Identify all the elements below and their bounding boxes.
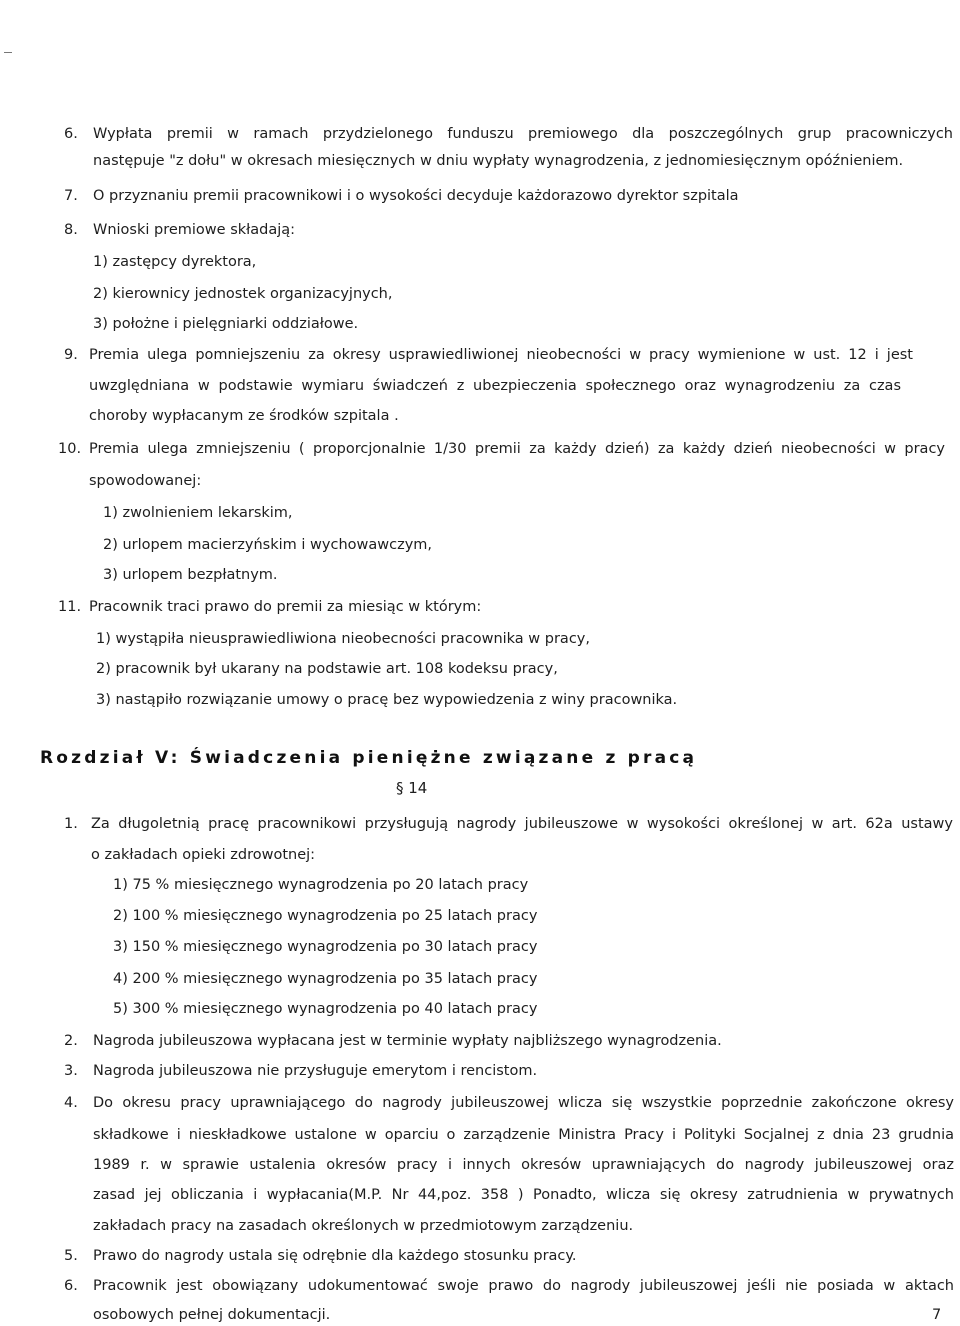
paragraph-line: Prawo do nagrody ustala się odrębnie dla każdego stosunku pracy. bbox=[93, 1248, 577, 1264]
item-number: 11. bbox=[58, 599, 82, 615]
item-number: 5. bbox=[64, 1248, 78, 1264]
paragraph-line: 1989 r. w sprawie ustalenia okresów pracy i innych okresów uprawniających do nagrody jubileuszowej oraz bbox=[93, 1157, 954, 1173]
paragraph-line: osobowych pełnej dokumentacji. bbox=[93, 1307, 331, 1323]
list-item: 3) urlopem bezpłatnym. bbox=[103, 567, 278, 583]
paragraph-line: choroby wypłacanym ze środków szpitala . bbox=[89, 408, 399, 424]
paragraph-line: spowodowanej: bbox=[89, 473, 202, 489]
paragraph-line: Premia ulega zmniejszeniu ( proporcjonalnie 1/30 premii za każdy dzień) za każdy dzień nieobecności w pracy bbox=[89, 441, 945, 457]
list-item: 2) 100 % miesięcznego wynagrodzenia po 25 latach pracy bbox=[113, 908, 538, 924]
list-item: 5) 300 % miesięcznego wynagrodzenia po 40 latach pracy bbox=[113, 1001, 538, 1017]
paragraph-line: Nagroda jubileuszowa nie przysługuje emerytom i rencistom. bbox=[93, 1063, 538, 1079]
list-item: 1) wystąpiła nieusprawiedliwiona nieobecności pracownika w pracy, bbox=[96, 631, 590, 647]
paragraph-line: uwzględniana w podstawie wymiaru świadczeń z ubezpieczenia społecznego oraz wynagrodzeniu za czas bbox=[89, 378, 901, 394]
item-number: 1. bbox=[64, 816, 78, 832]
paragraph-line: składkowe i nieskładkowe ustalone w oparciu o zarządzenie Ministra Pracy i Polityki Socjalnej z dnia 23 grudnia bbox=[93, 1127, 954, 1143]
paragraph-line: zakładach pracy na zasadach określonych w przedmiotowym zarządzeniu. bbox=[93, 1218, 634, 1234]
list-item: 3) położne i pielęgniarki oddziałowe. bbox=[93, 316, 359, 332]
item-number: 6. bbox=[64, 126, 78, 142]
paragraph-line: Nagroda jubileuszowa wypłacana jest w terminie wypłaty najbliższego wynagrodzenia. bbox=[93, 1033, 722, 1049]
list-item: 3) 150 % miesięcznego wynagrodzenia po 30 latach pracy bbox=[113, 939, 538, 955]
item-number: 6. bbox=[64, 1278, 78, 1294]
page-number: 7 bbox=[932, 1307, 942, 1323]
paragraph-line: o zakładach opieki zdrowotnej: bbox=[91, 847, 316, 863]
paragraph-line: Pracownik jest obowiązany udokumentować swoje prawo do nagrody jubileuszowej jeśli nie posiada w aktach bbox=[93, 1278, 954, 1294]
chapter-heading: Rozdział V: Świadczenia pieniężne związane z pracą bbox=[40, 748, 698, 768]
paragraph-line: Premia ulega pomniejszeniu za okresy usprawiedliwionej nieobecności w pracy wymienione w ust. 12 i jest bbox=[89, 347, 913, 363]
item-number: 10. bbox=[58, 441, 82, 457]
list-item: 4) 200 % miesięcznego wynagrodzenia po 35 latach pracy bbox=[113, 971, 538, 987]
paragraph-line: Za długoletnią pracę pracownikowi przysługują nagrody jubileuszowe w wysokości określonej w art. 62a ustawy bbox=[91, 816, 953, 832]
scan-mark bbox=[4, 52, 12, 53]
paragraph-line: zasad jej obliczania i wypłacania(M.P. Nr 44,poz. 358 ) Ponadto, wlicza się okresy zatrudnienia w prywatnych bbox=[93, 1187, 954, 1203]
item-number: 9. bbox=[64, 347, 78, 363]
paragraph-line: Wypłata premii w ramach przydzielonego funduszu premiowego dla poszczególnych grup pracowniczych bbox=[93, 126, 953, 142]
section-number: § 14 bbox=[396, 779, 428, 797]
paragraph-line: Wnioski premiowe składają: bbox=[93, 222, 296, 238]
item-number: 7. bbox=[64, 188, 78, 204]
list-item: 2) kierownicy jednostek organizacyjnych, bbox=[93, 286, 393, 302]
list-item: 1) 75 % miesięcznego wynagrodzenia po 20 latach pracy bbox=[113, 877, 529, 893]
item-number: 4. bbox=[64, 1095, 78, 1111]
list-item: 2) pracownik był ukarany na podstawie art. 108 kodeksu pracy, bbox=[96, 661, 558, 677]
list-item: 1) zastępcy dyrektora, bbox=[93, 254, 257, 270]
item-number: 3. bbox=[64, 1063, 78, 1079]
list-item: 1) zwolnieniem lekarskim, bbox=[103, 505, 293, 521]
paragraph-line: następuje "z dołu" w okresach miesięcznych w dniu wypłaty wynagrodzenia, z jednomiesięcznym opóźnieniem. bbox=[93, 153, 904, 169]
paragraph-line: Pracownik traci prawo do premii za miesiąc w którym: bbox=[89, 599, 482, 615]
list-item: 3) nastąpiło rozwiązanie umowy o pracę bez wypowiedzenia z winy pracownika. bbox=[96, 692, 678, 708]
paragraph-line: O przyznaniu premii pracownikowi i o wysokości decyduje każdorazowo dyrektor szpitala bbox=[93, 188, 739, 204]
paragraph-line: Do okresu pracy uprawniającego do nagrody jubileuszowej wlicza się wszystkie poprzednie zakończone okresy bbox=[93, 1095, 954, 1111]
list-item: 2) urlopem macierzyńskim i wychowawczym, bbox=[103, 537, 433, 553]
item-number: 8. bbox=[64, 222, 78, 238]
item-number: 2. bbox=[64, 1033, 78, 1049]
